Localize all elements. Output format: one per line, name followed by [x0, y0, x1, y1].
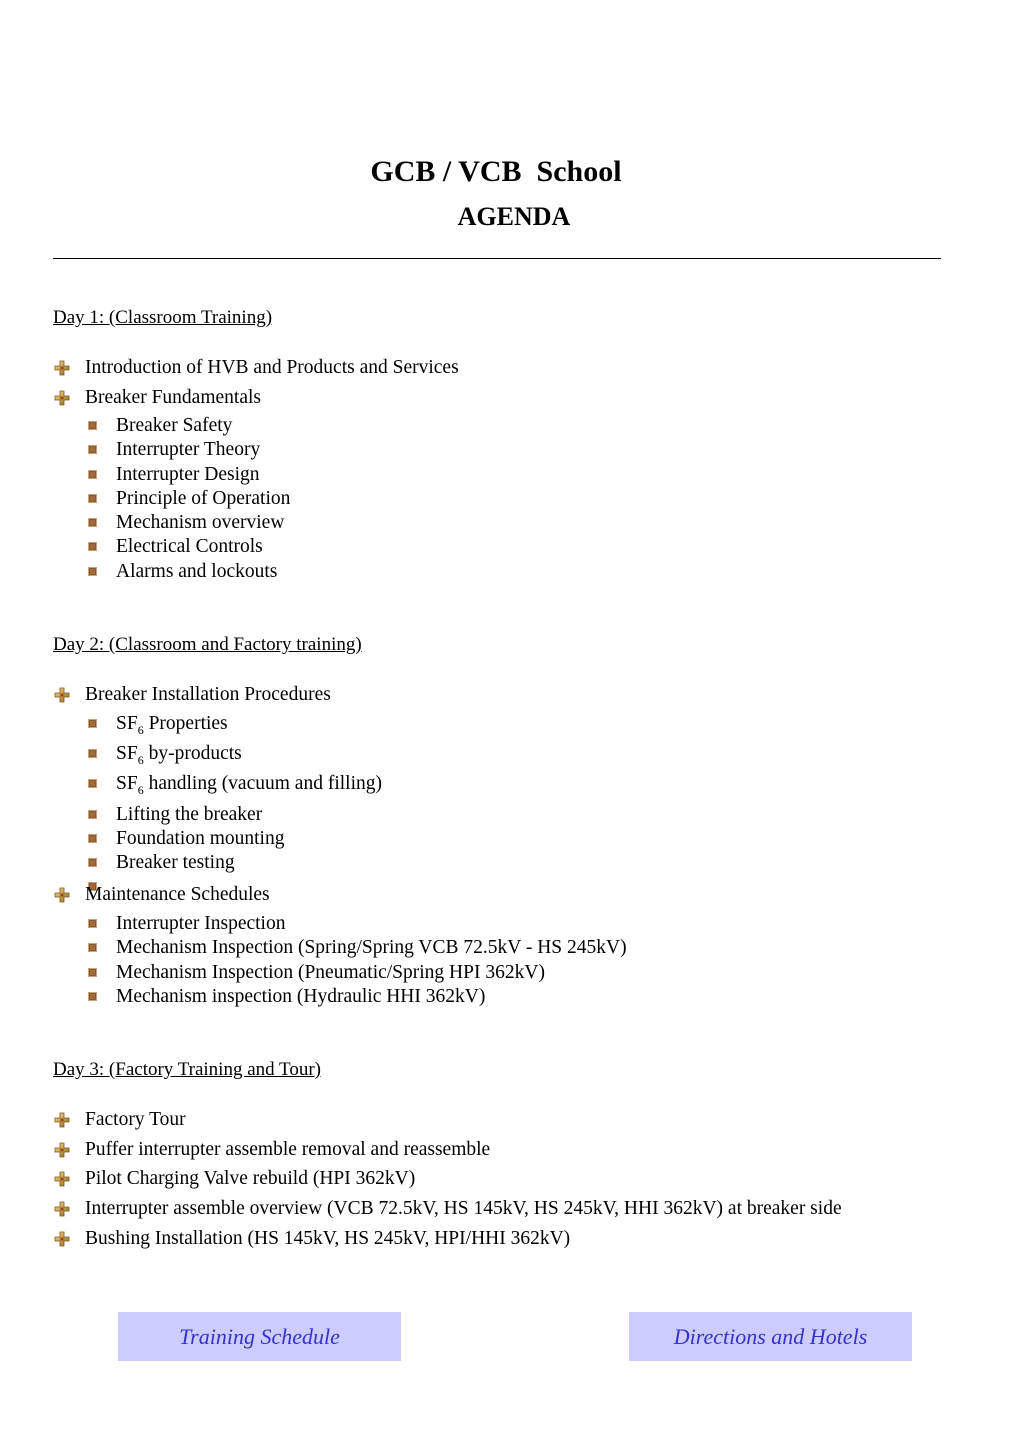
square-bullet-icon [88, 810, 97, 819]
square-bullet-icon [88, 968, 97, 977]
day1-heading: Day 1: (Classroom Training) [53, 307, 273, 328]
square-bullet-icon [88, 749, 97, 758]
list-item: Factory Tour [53, 1105, 842, 1135]
square-bullet-icon [88, 834, 97, 843]
square-bullet-icon [88, 542, 97, 551]
cross-bullet-icon [54, 1231, 70, 1247]
list-item: Principle of Operation [85, 487, 290, 511]
list-item: Foundation mounting [85, 827, 382, 851]
list-item: Mechanism overview [85, 511, 290, 535]
square-bullet-icon [88, 470, 97, 479]
list-item: Interrupter Theory [85, 438, 290, 462]
list-item: $SF_6$ by-products [85, 742, 382, 772]
page-subtitle: AGENDA [457, 202, 571, 231]
list-item: $SF_6$ Properties [85, 712, 382, 742]
square-bullet-icon [88, 919, 97, 928]
day3-heading: Day 3: (Factory Training and Tour) [53, 1059, 321, 1080]
list-item: Breaker Safety [85, 414, 290, 438]
list-item: Interrupter Inspection [85, 912, 627, 936]
cross-bullet-icon [54, 1112, 70, 1128]
list-item: Pilot Charging Valve rebuild (HPI 362kV) [53, 1164, 842, 1194]
list-item: Lifting the breaker [85, 803, 382, 827]
square-bullet-icon [88, 992, 97, 1001]
list-item: Alarms and lockouts [85, 560, 290, 584]
square-bullet-icon [88, 421, 97, 430]
list-item: Mechanism Inspection (Pneumatic/Spring HPI 362kV) [85, 961, 627, 985]
cross-bullet-icon [54, 687, 70, 703]
list-item: Interrupter assemble overview (VCB 72.5kV, HS 145kV, HS 245kV, HHI 362kV) at breaker side [53, 1194, 842, 1224]
square-bullet-icon [88, 779, 97, 788]
square-bullet-icon [88, 518, 97, 527]
cross-bullet-icon [54, 1142, 70, 1158]
training-schedule-button[interactable]: Training Schedule [118, 1312, 401, 1361]
list-item: Breaker Fundamentals [53, 383, 459, 413]
cross-bullet-icon [54, 887, 70, 903]
list-item: Electrical Controls [85, 535, 290, 559]
day2-installation-list [53, 680, 331, 710]
list-item: Mechanism Inspection (Spring/Spring VCB 72.5kV - HS 245kV) [85, 936, 627, 960]
fundamentals-sublist [85, 414, 290, 584]
cross-bullet-icon [54, 1201, 70, 1217]
list-item: Breaker testing [85, 851, 382, 875]
day3-topic-list [53, 1105, 842, 1254]
list-item: $SF_6$ handling (vacuum and filling) [85, 772, 382, 802]
day2-maintenance-list [53, 880, 270, 910]
square-bullet-icon [88, 858, 97, 867]
page-title: GCB / VCB School [370, 155, 622, 188]
day1-topic-list [53, 353, 459, 412]
cross-bullet-icon [54, 1171, 70, 1187]
list-item: Introduction of HVB and Products and Services [53, 353, 459, 383]
day2-heading: Day 2: (Classroom and Factory training) [53, 634, 362, 655]
list-item: Interrupter Design [85, 463, 290, 487]
square-bullet-icon [88, 719, 97, 728]
list-item: Puffer interrupter assemble removal and reassemble [53, 1135, 842, 1165]
title-divider [53, 258, 941, 259]
list-item: Maintenance Schedules [53, 880, 270, 910]
square-bullet-icon [88, 567, 97, 576]
square-bullet-icon [88, 943, 97, 952]
cross-bullet-icon [54, 360, 70, 376]
directions-hotels-button[interactable]: Directions and Hotels [629, 1312, 912, 1361]
square-bullet-icon [88, 494, 97, 503]
installation-sublist [85, 712, 382, 900]
cross-bullet-icon [54, 390, 70, 406]
square-bullet-icon [88, 445, 97, 454]
list-item: Bushing Installation (HS 145kV, HS 245kV, HPI/HHI 362kV) [53, 1224, 842, 1254]
list-item: Mechanism inspection (Hydraulic HHI 362kV) [85, 985, 627, 1009]
list-item: Breaker Installation Procedures [53, 680, 331, 710]
maintenance-sublist [85, 912, 627, 1009]
